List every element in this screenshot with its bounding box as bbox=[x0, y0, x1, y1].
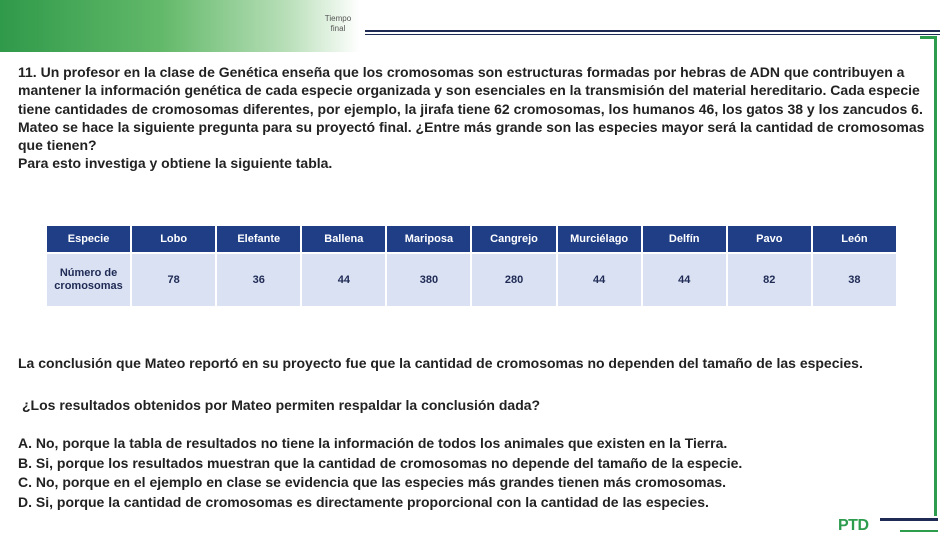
header-divider-thin bbox=[365, 34, 940, 35]
chromosome-value: 78 bbox=[132, 254, 215, 306]
chromosome-value: 44 bbox=[302, 254, 385, 306]
chromosome-value: 82 bbox=[728, 254, 811, 306]
header-divider bbox=[365, 30, 940, 32]
answer-options bbox=[18, 434, 918, 512]
question-paragraph-3: Para esto investiga y obtiene la siguiente tabla. bbox=[18, 155, 333, 172]
chromosome-value: 44 bbox=[558, 254, 641, 306]
timer-label-line1: Tiempo bbox=[324, 14, 352, 23]
header-species: Murciélago bbox=[558, 226, 641, 252]
chromosome-value: 280 bbox=[472, 254, 555, 306]
timer-label-line2: final bbox=[330, 24, 346, 33]
header-species: Delfín bbox=[643, 226, 726, 252]
option-b[interactable]: B. Si, porque los resultados muestran que la cantidad de cromosomas no depende del tamaño de la especie. bbox=[18, 454, 743, 471]
right-frame-bar bbox=[934, 36, 937, 516]
header-species: Elefante bbox=[217, 226, 300, 252]
row-label-cromosomas: Número de cromosomas bbox=[47, 254, 130, 306]
header-species: Mariposa bbox=[387, 226, 470, 252]
option-d[interactable]: D. Si, porque la cantidad de cromosomas es directamente proporcional con la cantidad de las especies. bbox=[18, 493, 709, 510]
option-a[interactable]: A. No, porque la tabla de resultados no tiene la información de todos los animales que existen en la Tierra. bbox=[18, 435, 728, 451]
chromosome-value: 36 bbox=[217, 254, 300, 306]
header-species: Cangrejo bbox=[472, 226, 555, 252]
species-table bbox=[45, 224, 898, 308]
species-header-row bbox=[47, 226, 896, 252]
footer-divider bbox=[880, 518, 938, 521]
question-prompt: ¿Los resultados obtenidos por Mateo permiten respaldar la conclusión dada? bbox=[22, 397, 541, 413]
ptd-logo: PTD bbox=[838, 517, 869, 534]
conclusion-text: La conclusión que Mateo reportó en su proyecto fue que la cantidad de cromosomas no dependen del tamaño de las especies. bbox=[18, 355, 863, 371]
question-paragraph-1: 11. Un profesor en la clase de Genética enseña que los cromosomas son estructuras formadas por hebras de ADN que contribuyen a mantener la información genética de cada especie organizada y son esenciales en la transmisión del material hereditario. Cada especie tiene cantidades de cromosomas diferentes, por ejemplo, la jirafa tiene 62 cromosomas, los humanos 46, los gatos 38 y los zancudos 6. bbox=[18, 64, 923, 117]
header-species: Pavo bbox=[728, 226, 811, 252]
timer-label bbox=[318, 14, 358, 34]
chromosome-value: 380 bbox=[387, 254, 470, 306]
option-c[interactable]: C. No, porque en el ejemplo en clase se evidencia que las especies más grandes tienen más cromosomas. bbox=[18, 474, 727, 490]
footer-accent bbox=[900, 530, 938, 532]
chromosome-value: 44 bbox=[643, 254, 726, 306]
chromosome-value: 38 bbox=[813, 254, 896, 306]
header-species: Ballena bbox=[302, 226, 385, 252]
header-species: Lobo bbox=[132, 226, 215, 252]
question-paragraph-2: Mateo se hace la siguiente pregunta para su proyectó final. ¿Entre más grande son las especies mayor será la cantidad de cromosomas que tienen? bbox=[18, 118, 925, 154]
header-species: León bbox=[813, 226, 896, 252]
header-especie: Especie bbox=[47, 226, 130, 252]
chromosome-row bbox=[47, 254, 896, 306]
header-band bbox=[0, 0, 360, 52]
question-text bbox=[18, 63, 928, 173]
